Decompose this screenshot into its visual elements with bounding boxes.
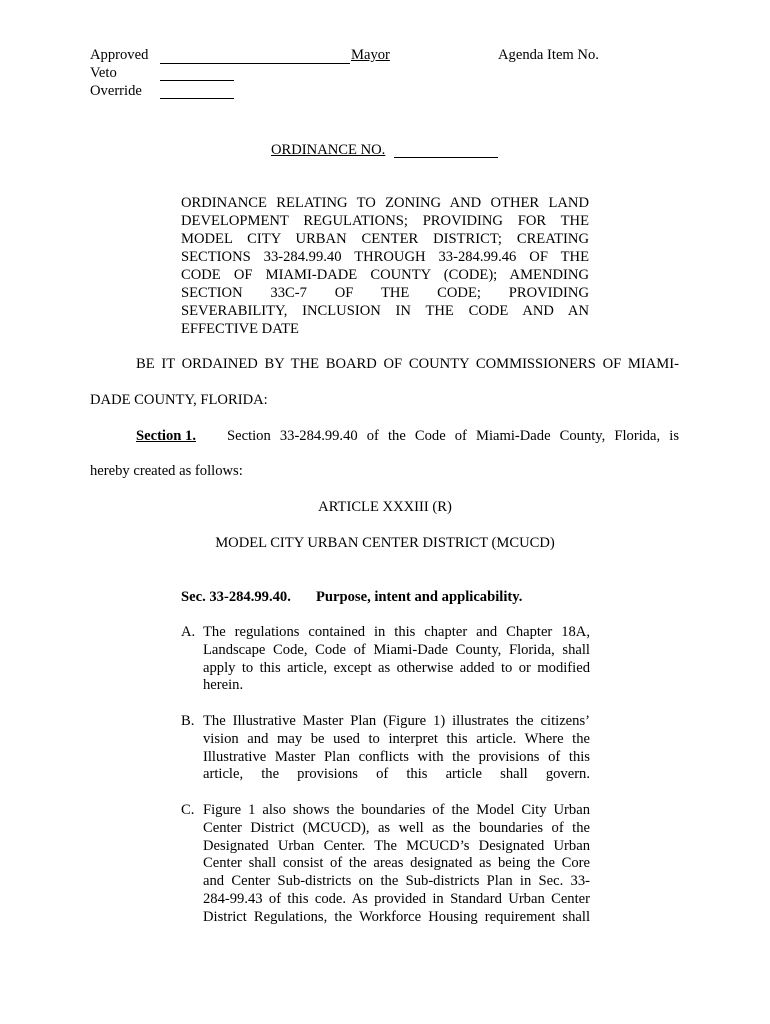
enacting-clause-line1: BE IT ORDAINED BY THE BOARD OF COUNTY COMMISSIONERS OF MIAMI-	[136, 356, 679, 372]
item-line: herein.	[203, 677, 244, 694]
item-letter: C.	[181, 802, 195, 818]
ordinance-no-label: ORDINANCE NO.	[271, 142, 386, 158]
section-1-text-cont: hereby created as follows:	[90, 463, 243, 479]
section-heading-title: Purpose, intent and applicability.	[316, 589, 523, 605]
item-line: Illustrative Master Plan conflicts with the provisions of this	[203, 748, 590, 765]
item-body	[203, 713, 590, 784]
title-line: SECTIONS 33-284.99.40 THROUGH 33-284.99.46 OF THE	[181, 249, 589, 265]
ordinance-no-blank	[394, 143, 498, 158]
ordinance-title	[181, 194, 589, 338]
title-line: SECTION 33C-7 OF THE CODE; PROVIDING	[181, 285, 589, 301]
item-line: article, the provisions of this article shall govern.	[203, 766, 590, 783]
title-line: DEVELOPMENT REGULATIONS; PROVIDING FOR THE	[181, 213, 589, 229]
item-line: The Illustrative Master Plan (Figure 1) illustrates the citizens’	[203, 713, 590, 729]
title-line: CODE OF MIAMI-DADE COUNTY (CODE); AMENDING	[181, 267, 589, 283]
agenda-item-label: Agenda Item No.	[498, 47, 599, 63]
item-line: Figure 1 also shows the boundaries of the Model City Urban	[203, 802, 590, 818]
title-line: EFFECTIVE DATE	[181, 321, 299, 337]
veto-blank	[160, 66, 234, 81]
enacting-clause-line2: DADE COUNTY, FLORIDA:	[90, 392, 268, 408]
item-line: Designated Urban Center. The MCUCD’s Designated Urban	[203, 837, 590, 854]
override-label: Override	[90, 83, 142, 99]
item-line: 284-99.43 of this code. As provided in Standard Urban Center	[203, 890, 590, 907]
item-line: Landscape Code, Code of Miami-Dade County, Florida, shall	[203, 641, 590, 658]
section-1-label: Section 1.	[136, 428, 196, 444]
override-blank	[160, 84, 234, 99]
item-letter: B.	[181, 713, 195, 729]
item-line: District Regulations, the Workforce Housing requirement shall	[203, 908, 590, 925]
article-name: MODEL CITY URBAN CENTER DISTRICT (MCUCD)	[215, 535, 555, 551]
approved-blank	[160, 49, 350, 64]
item-body	[203, 802, 590, 927]
article-number: ARTICLE XXXIII (R)	[318, 499, 452, 515]
item-line: Center District (MCUCD), as well as the boundaries of the	[203, 819, 590, 836]
item-line: apply to this article, except as otherwise added to or modified	[203, 659, 590, 676]
item-line: and Center Sub-districts on the Sub-districts Plan in Sec. 33-	[203, 873, 590, 890]
veto-label: Veto	[90, 65, 117, 81]
title-line: SEVERABILITY, INCLUSION IN THE CODE AND AN	[181, 303, 589, 319]
section-1-text: Section 33-284.99.40 of the Code of Miami-Dade County, Florida, is	[227, 428, 679, 444]
approved-label: Approved	[90, 47, 149, 63]
title-line: ORDINANCE RELATING TO ZONING AND OTHER LAND	[181, 195, 589, 211]
item-line: Center shall consist of the areas designated as being the Core	[203, 855, 590, 872]
title-line: MODEL CITY URBAN CENTER DISTRICT; CREATING	[181, 231, 589, 247]
item-line: The regulations contained in this chapter and Chapter 18A,	[203, 624, 590, 640]
mayor-label: Mayor	[351, 47, 390, 63]
item-line: vision and may be used to interpret this article. Where the	[203, 730, 590, 747]
section-heading-number: Sec. 33-284.99.40.	[181, 589, 291, 605]
item-body	[203, 624, 590, 695]
item-letter: A.	[181, 624, 196, 640]
